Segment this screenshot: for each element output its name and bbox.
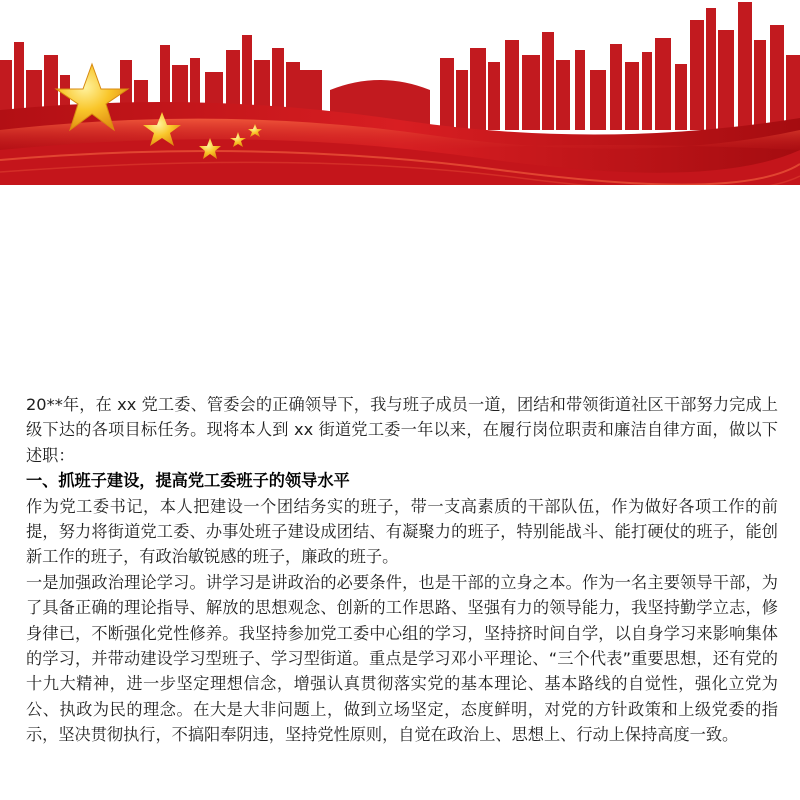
intro-paragraph: 20**年，在 xx 党工委、管委会的正确领导下，我与班子成员一道，团结和带领街道社区干部努力完成上级下达的各项目标任务。现将本人到 xx 街道党工委一年以来，在履行岗位职责和廉洁自律方面，做以下述职： bbox=[26, 395, 778, 465]
party-banner bbox=[0, 0, 800, 185]
body-paragraph: 作为党工委书记，本人把建设一个团结务实的班子，带一支高素质的干部队伍，作为做好各项工作的前提，努力将街道党工委、办事处班子建设成团结、有凝聚力的班子，特别能战斗、能打硬仗的班子，能创新工作的班子，有政治敏锐感的班子，廉政的班子。 bbox=[26, 496, 778, 567]
report-body bbox=[26, 392, 778, 748]
body-paragraph: 一是加强政治理论学习。讲学习是讲政治的必要条件，也是干部的立身之本。作为一名主要领导干部，为了具备正确的理论指导、解放的思想观念、创新的工作思路、坚强有力的领导能力，我坚持勤学立志，修身律已，不断强化党性修养。我坚持参加党工委中心组的学习，坚持挤时间自学，以自身学习来影响集体的学习，并带动建设学习型班子、学习型街道。重点是学习邓小平理论、“三个代表”重要思想，还有党的十九大精神，进一步坚定理想信念，增强认真贯彻落实党的基本理论、基本路线的自觉性，强化立党为公、执政为民的理念。在大是大非问题上，做到立场坚定，态度鲜明，对党的方针政策和上级党委的指示，坚决贯彻执行，不搞阳奉阴违，坚持党性原则，自觉在政治上、思想上、行动上保持高度一致。 bbox=[26, 572, 778, 745]
section-heading: 一、抓班子建设，提高党工委班子的领导水平 bbox=[26, 471, 350, 491]
